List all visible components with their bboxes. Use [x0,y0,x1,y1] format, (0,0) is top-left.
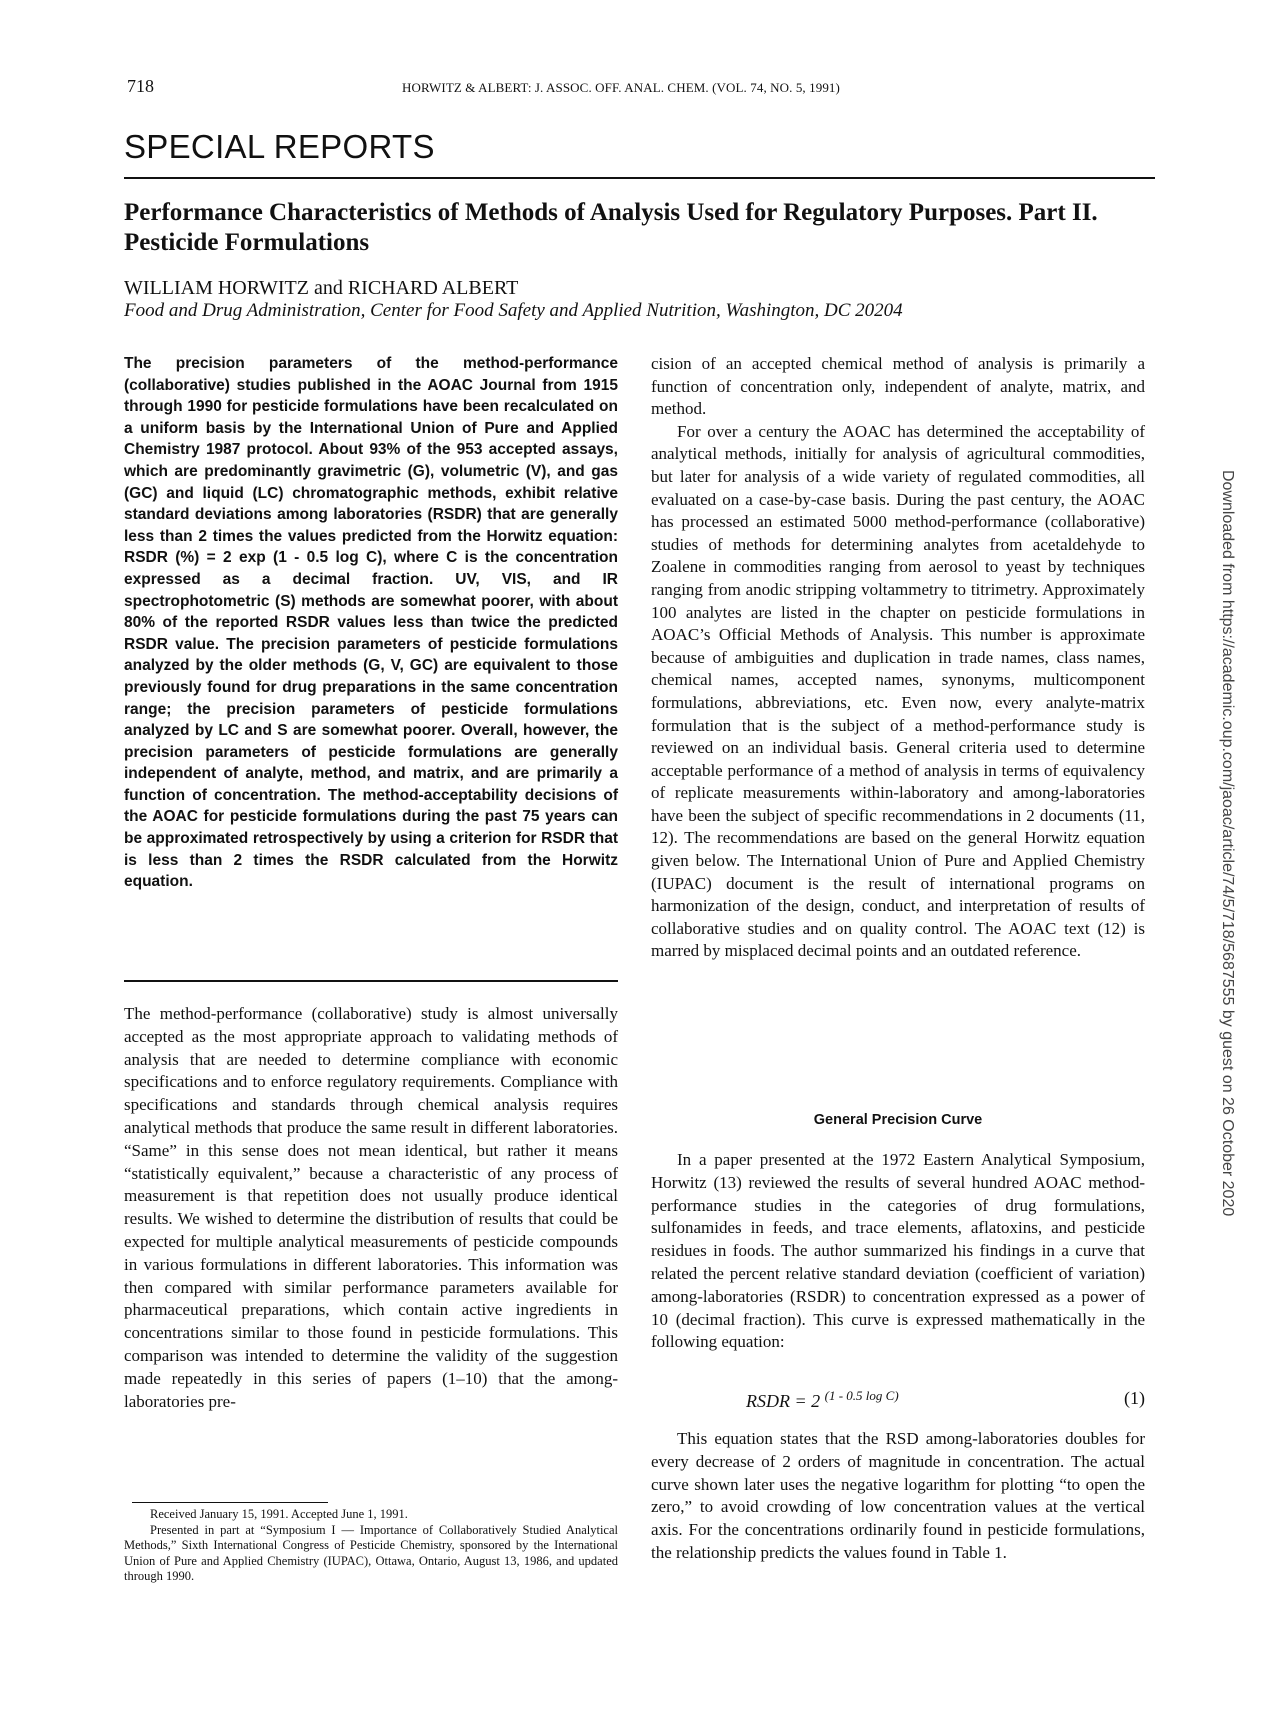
right-paragraph-1: cision of an accepted chemical method of analysis is primarily a function of concentration only, independent of analyte, matrix, and method. [651,354,1145,419]
section-rule [124,177,1155,179]
download-watermark: Downloaded from https://academic.oup.com/jaoac/article/74/5/718/5687555 by guest on 26 October 2020 [1219,470,1236,1217]
subheading-general-precision-curve: General Precision Curve [813,1112,983,1128]
affiliation: Food and Drug Administration, Center for Food Safety and Applied Nutrition, Washington, DC 20204 [124,300,903,321]
equation-lhs: RSDR = 2 [746,1391,821,1411]
footnote-rule [132,1502,328,1503]
right-paragraph-3: In a paper presented at the 1972 Eastern Analytical Symposium, Horwitz (13) reviewed the results of several hundred AOAC method-performance studies in the categories of drug formulations, sulfonamides in feeds, and trace elements, aflatoxins, and pesticide residues in foods. The author summarized his findings in a curve that related the percent relative standard deviation (coefficient of variation) among-laboratories (RSDR) to concentration expressed as a power of 10 (decimal fraction). This curve is expressed mathematically in the following equation: [651,1150,1145,1352]
running-head: HORWITZ & ALBERT: J. ASSOC. OFF. ANAL. CHEM. (VOL. 74, NO. 5, 1991) [402,80,840,95]
right-paragraph-4: This equation states that the RSD among-laboratories doubles for every decrease of 2 orders of magnitude in concentration. The actual curve shown later uses the negative logarithm for plotting “to open the zero,” to avoid crowding of low concentration values at the vertical axis. For the concentrations ordinarily found in pesticide formulations, the relationship predicts the values found in Table 1. [651,1429,1145,1562]
equation-1 [651,1388,1145,1414]
abstract: The precision parameters of the method-performance (collaborative) studies published in the AOAC Journal from 1915 through 1990 for pesticide formulations have been recalculated on a uniform basis by the International Union of Pure and Applied Chemistry 1987 protocol. About 93% of the 953 accepted assays, which are predominantly gravimetric (G), volumetric (V), and gas (GC) and liquid (LC) chromatographic methods, exhibit relative standard deviations among laboratories (RSDR) that are generally less than 2 times the values predicted from the Horwitz equation: RSDR (%) = 2 exp (1 - 0.5 log C), where C is the concentration expressed as a decimal fraction. UV, VIS, and IR spectrophotometric (S) methods are somewhat poorer, with about 80% of the reported RSDR values less than twice the predicted RSDR value. The precision parameters of pesticide formulations analyzed by the older methods (G, V, GC) are equivalent to those previously found for drug preparations in the same concentration range; the precision parameters of pesticide formulations analyzed by LC and S are somewhat poorer. Overall, however, the precision parameters of pesticide formulations are generally independent of analyte, method, and matrix, and are primarily a function of concentration. The method-acceptability decisions of the AOAC for pesticide formulations during the past 75 years can be approximated retrospectively by using a criterion for RSDR that is less than 2 times the RSDR calculated from the Horwitz equation. [124,355,618,891]
section-title: SPECIAL REPORTS [124,128,435,165]
footnote-presented: Presented in part at “Symposium I — Importance of Collaboratively Studied Analytical Methods,” Sixth International Congress of Pesticide Chemistry, sponsored by the International Union of Pure and Applied Chemistry (IUPAC), Ottawa, Ontario, August 13, 1986, and updated through 1990. [124,1522,618,1583]
article-title: Performance Characteristics of Methods of Analysis Used for Regulatory Purposes. Part II. Pesticide Formulations [124,199,1098,256]
equation-formula [746,1388,899,1412]
right-paragraph-2: For over a century the AOAC has determined the acceptability of analytical methods, initially for analysis of agricultural commodities, but later for analysis of a wide variety of regulated commodities, all evaluated on a case-by-case basis. During the past century, the AOAC has processed an estimated 5000 method-performance (collaborative) studies of methods for determining analytes from acetaldehyde to Zoalene in commodities ranging from aerosol to yeast by techniques ranging from anodic stripping voltammetry to titrimetry. Approximately 100 analytes are listed in the chapter on pesticide formulations in AOAC’s Official Methods of Analysis. This number is approximate because of ambiguities and duplication in trade names, class names, chemical names, accepted names, synonyms, multicomponent formulations, abbreviations, etc. Even now, every analyte-matrix formulation that is the subject of a method-performance study is reviewed on an individual basis. General criteria used to determine acceptable performance of a method of analysis in terms of equivalency of replicate measurements within-laboratory and among-laboratories have been the subject of specific recommendations in 2 documents (11, 12). The recommendations are based on the general Horwitz equation given below. The International Union of Pure and Applied Chemistry (IUPAC) document is the result of international programs on harmonization of the design, conduct, and interpretation of results of collaborative studies and on quality control. The AOAC text (12) is marred by misplaced decimal points and an outdated reference. [651,421,1145,961]
body-right-column [651,353,1145,963]
equation-exponent: (1 - 0.5 log C) [824,1388,899,1403]
footnotes [124,1507,618,1585]
body-left-column [124,1003,618,1413]
equation-number: (1) [1124,1388,1145,1408]
footnote-received: Received January 15, 1991. Accepted June 1, 1991. [150,1507,408,1521]
intro-paragraph: The method-performance (collaborative) study is almost universally accepted as the most appropriate approach to validating methods of analysis that are needed to determine compliance with economic specifications and to enforce regulatory requirements. Compliance with specifications and standards through chemical analysis requires analytical methods that produce the same result in different laboratories. “Same” in this sense does not mean identical, but rather it means “statistically equivalent,” because a characteristic of any process of measurement is that repetition does not usually produce identical results. We wished to determine the distribution of results that could be expected for multiple analytical measurements of pesticide compounds in various formulations in different laboratories. This information was then compared with similar performance parameters available for pharmaceutical preparations, which contain active ingredients in concentrations similar to those found in pesticide formulations. This comparison was intended to determine the validity of the suggestion made repeatedly in this series of papers (1–10) that the among-laboratories pre- [124,1004,618,1411]
page-number: 718 [127,76,154,96]
abstract-rule [124,980,618,982]
body-right-column-continued [651,1149,1145,1354]
body-right-column-end [651,1428,1145,1565]
authors: WILLIAM HORWITZ and RICHARD ALBERT [124,277,519,299]
